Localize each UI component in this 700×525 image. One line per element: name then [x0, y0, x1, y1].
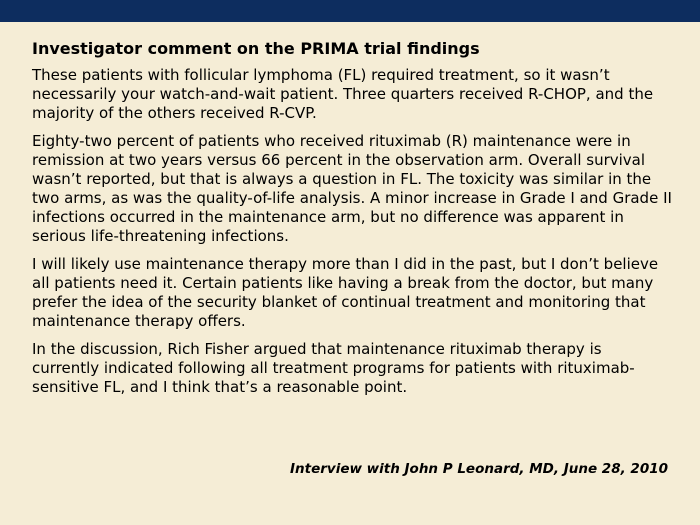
- slide-title: Investigator comment on the PRIMA trial findings: [32, 39, 480, 58]
- slide-content: [32, 38, 672, 406]
- paragraph-3: I will likely use maintenance therapy more than I did in the past, but I don’t believe all patients need it. Certain patients like having a break from the doctor, but many prefer the idea of the security blanket of continual treatment and monitoring that maintenance therapy offers.: [32, 255, 659, 330]
- top-bar: [0, 0, 700, 22]
- citation: Interview with John P Leonard, MD, June 28, 2010: [290, 461, 668, 477]
- paragraph-4: In the discussion, Rich Fisher argued that maintenance rituximab therapy is currently indicated following all treatment programs for patients with rituximab-sensitive FL, and I think that’s a reasonable point.: [32, 340, 635, 396]
- paragraph-1: These patients with follicular lymphoma (FL) required treatment, so it wasn’t necessarily your watch-and-wait patient. Three quarters received R-CHOP, and the majority of the others received R-CVP.: [32, 66, 654, 122]
- paragraph-2: Eighty-two percent of patients who received rituximab (R) maintenance were in remission at two years versus 66 percent in the observation arm. Overall survival wasn’t reported, but that is always a question in FL. The toxicity was similar in the two arms, as was the quality-of-life analysis. A minor increase in Grade I and Grade II infections occurred in the maintenance arm, but no difference was apparent in serious life-threatening infections.: [32, 132, 672, 245]
